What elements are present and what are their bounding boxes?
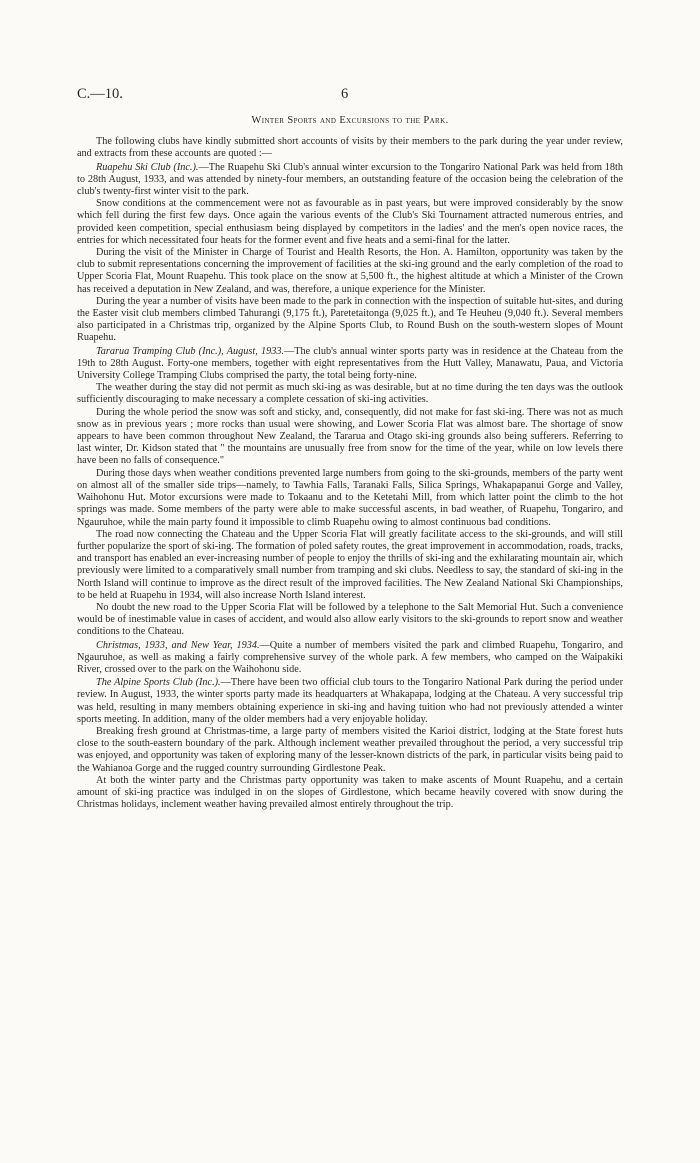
paragraph: [77, 640, 623, 677]
paragraph-text: During the visit of the Minister in Charge of Tourist and Health Resorts, the Hon. A. Hamilton, opportunity was taken by the club to submit representations concerning the improvement of facilities at the ski-ing ground and the early completion of the road to Upper Scoria Flat, Mount Ruapehu. This took place on the snow at 5,500 ft., the highest altitude at which a Minister of the Crown has received a deputation in New Zealand, and was, therefore, a unique experience for the Minister.: [77, 247, 623, 295]
paragraph-text: —The club's annual winter sports party was in residence at the Chateau from the 19th to 28th August. Forty-one members, together with eight representatives from the Hutt Valley, Manawatu, Paua, and Victoria University College Tramping Clubs comprised the party, the total being forty-nine.: [77, 345, 623, 382]
paragraph: [77, 162, 623, 199]
club-heading: The Alpine Sports Club (Inc.).: [96, 677, 221, 689]
document-reference: C.—10.: [77, 86, 123, 102]
paragraph-text: —The Ruapehu Ski Club's annual winter excursion to the Tongariro National Park was held from 18th to 28th August, 1933, and was attended by ninety-four members, an outstanding feature of the occasion being the celebration of the club's twenty-first winter visit to the park.: [77, 161, 623, 198]
paragraph-text: The weather during the stay did not permit as much ski-ing as was desirable, but at no time during the ten days was the outlook sufficiently discouraging to make necessary a complete cessation of ski-ing activities.: [77, 382, 623, 406]
paragraph: [77, 677, 623, 726]
paragraph: [77, 468, 623, 529]
paragraph: [77, 407, 623, 468]
paragraph: [77, 296, 623, 345]
paragraph-text: During the whole period the snow was soft and sticky, and, consequently, did not make for fast ski-ing. There was not as much snow as in previous years ; more rocks than usual were showing, and Lower Scoria Flat was almost bare. The shortage of snow appears to have been common throughout New Zealand, the Tararua and Otago ski-ing grounds also being sufferers. Referring to last winter, Dr. Kidson stated that " the mountains are unusually free from snow for the time of the year, while on low levels there have been no falls of consequence.": [77, 406, 623, 467]
paragraph-text: During the year a number of visits have been made to the park in connection with the inspection of suitable hut-sites, and during the Easter visit club members climbed Tahurangi (9,175 ft.), Paretetaitonga (9,025 ft.), and Te Heuheu (9,040 ft.). Several members also participated in a Christmas trip, organized by the Alpine Sports Club, to Round Bush on the south-western slopes of Mount Ruapehu.: [77, 295, 623, 344]
club-heading: Ruapehu Ski Club (Inc.).: [96, 161, 199, 173]
paragraph: [77, 247, 623, 296]
paragraph-text: The road now connecting the Chateau and the Upper Scoria Flat will greatly facilitate access to the ski-grounds, and will still further popularize the sport of ski-ing. The formation of poled safety routes, the great improvement in accommodation, roads, tracks, and transport has enabled an ever-increasing number of people to enjoy the thrills of ski-ing and the exhilarating mountain air, which previously were limited to a comparatively small number from tramping and ski clubs. Needless to say, the standard of ski-ing in the North Island will continue to improve as the direct result of the improved facilities. The New Zealand National Ski Championships, to be held at Ruapehu in 1934, will also increase North Island interest.: [77, 528, 623, 601]
paragraph: [77, 382, 623, 406]
paragraph-text: The following clubs have kindly submitted short accounts of visits by their members to the park during the year under review, and extracts from these accounts are quoted :—: [77, 136, 623, 160]
paragraph-text: —There have been two official club tours to the Tongariro National Park during the period under review. In August, 1933, the winter sports party made its headquarters at Whakapapa, lodging at the Chateau. A very successful trip was held, resulting in many members obtaining experience in ski-ing and having tuition who had not previously attended a winter sports meeting. In addition, many of the older members had a very enjoyable holiday.: [77, 677, 623, 725]
paragraph: [77, 346, 623, 383]
paragraph-text: During those days when weather conditions prevented large numbers from going to the ski-grounds, members of the party went on almost all of the smaller side trips—namely, to Tawhia Falls, Taranaki Falls, Silica Springs, Whakapapanui Gorge and Valley, Waihohonu Hut. Motor excursions were made to Tokaanu and to the Ketetahi Mill, from which latter point the climb to the hot springs was made. Some members of the party were able to make successful ascents, in bad weather, of Ruapehu, Tongariro, and Ngauruhoe, while the main party found it impossible to climb Ruapehu owing to almost continuous bad conditions.: [77, 467, 623, 528]
paragraph-text: Snow conditions at the commencement were not as favourable as in past years, but were improved considerably by the snow which fell during the first few days. Once again the various events of the Club's Ski Tournament attracted numerous entries, and provided keen competition, special enthusiasm being displayed by competitors in the ladies' and the men's open novice races, the entries for which necessitated four heats for the former event and five heats and a semi-final for the latter.: [77, 198, 623, 246]
paragraph: [77, 726, 623, 775]
paragraph-text: At both the winter party and the Christmas party opportunity was taken to make ascents of Mount Ruapehu, and a certain amount of ski-ing practice was indulged in on the slopes of Girdlestone, which became heavily covered with snow during the Christmas holidays, inclement weather having prevailed almost entirely throughout the trip.: [77, 774, 623, 811]
document-body: [77, 115, 623, 811]
page-number: 6: [341, 86, 349, 102]
paragraph: [77, 136, 623, 160]
paragraph: [77, 198, 623, 247]
paragraph: [77, 775, 623, 812]
page-header: [77, 86, 623, 104]
club-heading: Christmas, 1933, and New Year, 1934.: [96, 639, 260, 651]
paragraph-text: No doubt the new road to the Upper Scoria Flat will be followed by a telephone to the Salt Memorial Hut. Such a convenience would be of inestimable value in cases of accident, and would also allow early visitors to the ski-grounds to report snow and weather conditions to the Chateau.: [77, 601, 623, 638]
club-heading: Tararua Tramping Club (Inc.), August, 1933.: [96, 345, 285, 357]
paragraph: [77, 529, 623, 602]
paragraph-text: —Quite a number of members visited the park and climbed Ruapehu, Tongariro, and Ngauruhoe, as well as making a fairly comprehensive survey of the whole park. A few members, who camped on the Waipakiki River, crossed over to the park on the Waihohonu side.: [77, 639, 623, 675]
section-title: Winter Sports and Excursions to the Park.: [251, 115, 449, 126]
paragraph: [77, 602, 623, 639]
paragraph-text: Breaking fresh ground at Christmas-time, a large party of members visited the Karioi district, lodging at the State forest huts close to the south-eastern boundary of the park. Although inclement weather prevailed throughout the period, a very successful trip was enjoyed, and opportunity was taken of exploring many of the lesser-known districts of the park, in particular visits being paid to the Wahianoa Gorge and the rugged country surrounding Girdlestone Peak.: [77, 725, 623, 774]
